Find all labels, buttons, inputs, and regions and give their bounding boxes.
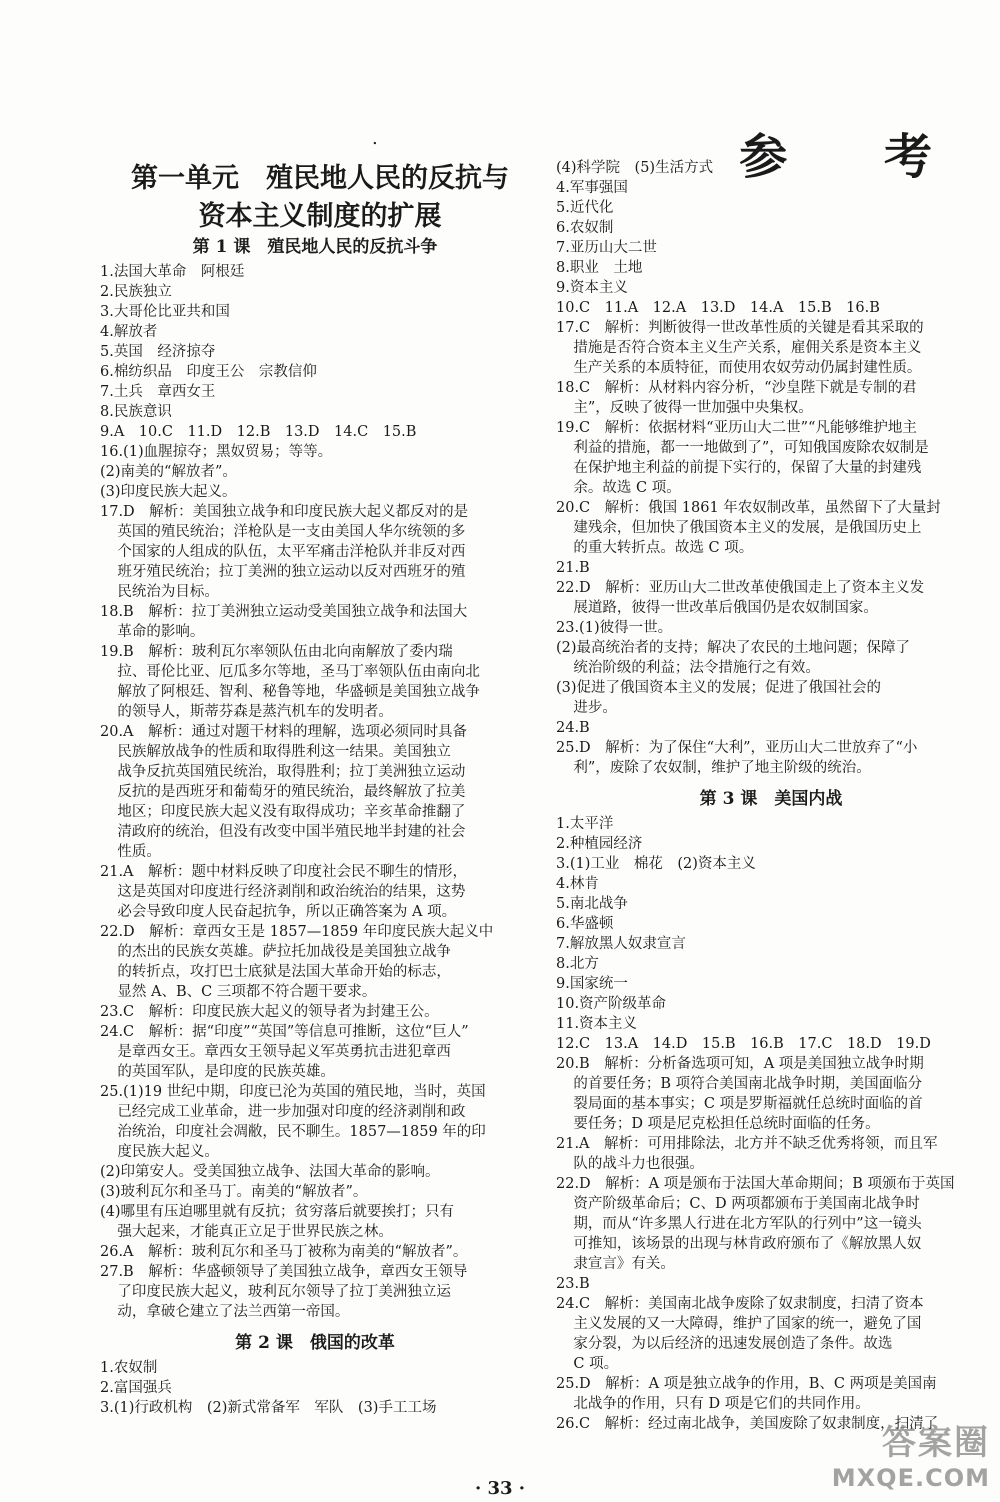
- answer-line: 可推知，该场景的出现与林肯政府颁布了《解放黑人奴: [573, 1236, 922, 1252]
- answer-line: 隶宣言》有关。: [573, 1256, 675, 1272]
- answer-line: 4.军事强国: [556, 180, 628, 196]
- answer-line: 24.B: [556, 720, 590, 736]
- lesson-3-title: 第 3 课 美国内战: [699, 789, 843, 809]
- answer-line: 反抗的是西班牙和葡萄牙的殖民统治，最终解放了拉美: [117, 784, 466, 800]
- lesson-2-title: 第 2 课 俄国的改革: [235, 1333, 395, 1353]
- answer-line: 20.B 解析：分析备选项可知，A 项是美国独立战争时期: [556, 1056, 924, 1072]
- unit-title-line-1: 第一单元 殖民地人民的反抗与: [131, 163, 509, 194]
- answer-line: 3.(1)行政机构 (2)新式常备军 军队 (3)手工工场: [100, 1400, 437, 1416]
- answer-line: 队的战斗力也很强。: [573, 1156, 704, 1172]
- answer-line: 进步。: [573, 700, 617, 716]
- answer-line: 23.(1)彼得一世。: [556, 620, 673, 636]
- answer-line: 生产关系的本质特征，而使用农奴劳动仍属封建性质。: [573, 360, 922, 376]
- answer-line: 25.D 解析：为了保住“大利”，亚历山大二世放弃了“小: [556, 740, 918, 756]
- answer-line: 5.近代化: [556, 200, 614, 216]
- lesson-1-answers: [100, 262, 530, 1322]
- answer-line: 强大起来，才能真正立足于世界民族之林。: [117, 1224, 393, 1240]
- unit-title-line-2: 资本主义制度的扩展: [198, 201, 442, 232]
- right-flow: [556, 158, 986, 1434]
- answer-line: 12.C 13.A 14.D 15.B 16.B 17.C 18.D 19.D: [556, 1036, 931, 1052]
- answer-line: 主义发展的又一大障碍，维护了国家的统一，避免了国: [573, 1316, 922, 1332]
- answer-line: 的首要任务；B 项符合美国南北战争时期，美国面临分: [573, 1076, 923, 1092]
- answer-line: (2)印第安人。受美国独立战争、法国大革命的影响。: [100, 1164, 440, 1180]
- answer-line: 地区；印度民族大起义没有取得成功；辛亥革命推翻了: [117, 804, 466, 820]
- answer-line: 10.资产阶级革命: [556, 996, 667, 1012]
- answer-line: 22.D 解析：A 项是颁布于法国大革命期间；B 项颁布于英国: [556, 1176, 955, 1192]
- answer-line: 9.国家统一: [556, 976, 628, 992]
- answer-line: 北战争的作用，只有 D 项是它们的共同作用。: [573, 1396, 870, 1412]
- answer-line: 这是英国对印度进行经济剥削和政治统治的结果，这势: [117, 884, 466, 900]
- answer-line: 11.资本主义: [556, 1016, 638, 1032]
- unit-title: [100, 160, 540, 236]
- answer-line: 20.A 解析：通过对题干材料的理解，选项必须同时具备: [100, 724, 468, 740]
- answer-line: 6.棉纺织品 印度王公 宗教信仰: [100, 364, 317, 380]
- answer-line: 18.B 解析：拉丁美洲独立运动受美国独立战争和法国大: [100, 604, 468, 620]
- answer-line: 主”，反映了彼得一世加强中央集权。: [573, 400, 813, 416]
- answer-line: 24.C 解析：美国南北战争废除了奴隶制度，扫清了资本: [556, 1296, 924, 1312]
- answer-line: 家分裂，为以后经济的迅速发展创造了条件。故选: [573, 1336, 893, 1352]
- answer-line: 9.资本主义: [556, 280, 628, 296]
- answer-line: 革命的影响。: [117, 624, 205, 640]
- answer-line: 统治阶级的利益；法令措施行之有效。: [573, 660, 820, 676]
- answer-line: 英国的殖民统治；洋枪队是一支由美国人华尔统领的多: [117, 524, 466, 540]
- lesson-3-answers: [556, 814, 986, 1434]
- answer-line: (2)南美的“解放者”。: [100, 464, 237, 480]
- answer-line: 8.北方: [556, 956, 599, 972]
- answer-line: 战争反抗英国殖民统治，取得胜利；拉丁美洲独立运动: [117, 764, 466, 780]
- answer-line: 25.(1)19 世纪中期，印度已沦为英国的殖民地，当时，英国: [100, 1084, 486, 1100]
- answer-line: 2.民族独立: [100, 284, 172, 300]
- answer-line: 建残余，但加快了俄国资本主义的发展，是俄国历史上: [573, 520, 922, 536]
- answer-line: 7.亚历山大二世: [556, 240, 657, 256]
- answer-line: 措施是否符合资本主义生产关系，雇佣关系是资本主义: [573, 340, 922, 356]
- answer-line: (4)科学院 (5)生活方式: [556, 160, 714, 176]
- answer-line: 1.法国大革命 阿根廷: [100, 264, 245, 280]
- answer-line: 20.C 解析：俄国 1861 年农奴制改革，虽然留下了大量封: [556, 500, 941, 516]
- answer-line: 21.A 解析：题中材料反映了印度社会民不聊生的情形，: [100, 864, 468, 880]
- answer-line: 4.林肯: [556, 876, 599, 892]
- lesson-2-answers-right: [556, 158, 986, 778]
- answer-line: 18.C 解析：从材料内容分析，“沙皇陛下就是专制的君: [556, 380, 917, 396]
- answer-line: (4)哪里有压迫哪里就有反抗；贫穷落后就要挨打；只有: [100, 1204, 455, 1220]
- answer-line: (3)促进了俄国资本主义的发展；促进了俄国社会的: [556, 680, 882, 696]
- answer-line: 度民族大起义。: [117, 1144, 219, 1160]
- answer-line: 性质。: [117, 844, 161, 860]
- answer-line: 26.C 解析：经过南北战争，美国废除了奴隶制度，扫清了: [556, 1416, 939, 1432]
- answer-line: 19.B 解析：玻利瓦尔率领队伍由北向南解放了委内瑞: [100, 644, 453, 660]
- answer-line: (3)印度民族大起义。: [100, 484, 237, 500]
- answer-line: 已经完成工业革命，进一步加强对印度的经济剥削和政: [117, 1104, 466, 1120]
- answer-line: 3.(1)工业 棉花 (2)资本主义: [556, 856, 756, 872]
- answer-line: 个国家的人组成的队伍，太平军痛击洋枪队并非反对西: [117, 544, 466, 560]
- answer-line: 要任务；D 项是尼克松担任总统时面临的任务。: [573, 1116, 880, 1132]
- answer-line: 22.D 解析：亚历山大二世改革使俄国走上了资本主义发: [556, 580, 925, 596]
- answer-line: 8.民族意识: [100, 404, 172, 420]
- lesson-1-title: 第 1 课 殖民地人民的反抗斗争: [192, 237, 438, 257]
- answer-line: 6.华盛顿: [556, 916, 614, 932]
- answer-line: 6.农奴制: [556, 220, 614, 236]
- answer-line: 2.种植园经济: [556, 836, 643, 852]
- answer-line: 利益的措施，都一一地做到了”，可知俄国废除农奴制是: [573, 440, 929, 456]
- answer-line: 17.D 解析：美国独立战争和印度民族大起义都反对的是: [100, 504, 469, 520]
- page-header-title: 参 考: [739, 129, 972, 185]
- answer-line: 22.D 解析：章西女王是 1857—1859 年印度民族大起义中: [100, 924, 494, 940]
- answer-line: 解放了阿根廷、智利、秘鲁等地，华盛顿是美国独立战争: [117, 684, 480, 700]
- answer-line: 治统治，印度社会凋敝，民不聊生。1857—1859 年的印: [117, 1124, 486, 1140]
- answer-line: 27.B 解析：华盛顿领导了美国独立战争，章西女王领导: [100, 1264, 468, 1280]
- page-number: · 33 ·: [474, 1478, 526, 1499]
- watermark-logo: [832, 1415, 990, 1492]
- answer-line: 7.解放黑人奴隶宣言: [556, 936, 686, 952]
- answer-line: 26.A 解析：玻利瓦尔和圣马丁被称为南美的“解放者”。: [100, 1244, 468, 1260]
- answer-line: 班牙殖民统治；拉丁美洲的独立运动以反对西班牙的殖: [117, 564, 466, 580]
- answer-line: 17.C 解析：判断彼得一世改革性质的关键是看其采取的: [556, 320, 924, 336]
- answer-line: 余。故选 C 项。: [573, 480, 681, 496]
- answer-line: 动，拿破仑建立了法兰西第一帝国。: [117, 1304, 350, 1320]
- answer-line: 利”，废除了农奴制，维护了地主阶级的统治。: [573, 760, 871, 776]
- answer-line: 资产阶级革命后；C、D 两项都颁布于美国南北战争时: [573, 1196, 920, 1212]
- answer-line: 1.太平洋: [556, 816, 614, 832]
- answer-line: 拉、哥伦比亚、厄瓜多尔等地，圣马丁率领队伍由南向北: [117, 664, 480, 680]
- answer-line: 8.职业 土地: [556, 260, 643, 276]
- answer-line: 的转折点，攻打巴士底狱是法国大革命开始的标志，: [117, 964, 451, 980]
- answer-line: 是章西女王。章西女王领导起义军英勇抗击进犯章西: [117, 1044, 451, 1060]
- answer-line: 3.大哥伦比亚共和国: [100, 304, 230, 320]
- answer-line: 16.(1)血腥掠夺；黑奴贸易；等等。: [100, 444, 333, 460]
- answer-line: 19.C 解析：依据材料“亚历山大二世”“凡能够维护地主: [556, 420, 917, 436]
- answer-line: 5.英国 经济掠夺: [100, 344, 216, 360]
- answer-line: 7.土兵 章西女王: [100, 384, 216, 400]
- answer-line: 21.A 解析：可用排除法，北方并不缺乏优秀将领，而且军: [556, 1136, 938, 1152]
- header-dot: .: [372, 128, 378, 149]
- answer-line: 必会导致印度人民奋起抗争，所以正确答案为 A 项。: [117, 904, 457, 920]
- answer-line: 23.B: [556, 1276, 590, 1292]
- left-flow: [100, 232, 530, 1418]
- answer-line: 5.南北战争: [556, 896, 628, 912]
- answer-line: 的杰出的民族女英雄。萨拉托加战役是美国独立战争: [117, 944, 451, 960]
- watermark-bottom: MXQE.COM: [831, 1464, 990, 1492]
- answer-line: 9.A 10.C 11.D 12.B 13.D 14.C 15.B: [100, 424, 417, 440]
- answer-line: 裂局面的基本事实；C 项是罗斯福就任总统时面临的首: [573, 1096, 923, 1112]
- answer-line: 了印度民族大起义，玻利瓦尔领导了拉丁美洲独立运: [117, 1284, 451, 1300]
- answer-line: C 项。: [573, 1356, 619, 1372]
- answer-line: 期，而从“许多黑人行进在北方军队的行列中”这一镜头: [573, 1216, 922, 1232]
- answer-line: 展道路，彼得一世改革后俄国仍是农奴制国家。: [573, 600, 878, 616]
- answer-line: 10.C 11.A 12.A 13.D 14.A 15.B 16.B: [556, 300, 880, 316]
- answer-line: 21.B: [556, 560, 590, 576]
- answer-line: 的英国军队，是印度的民族英雄。: [117, 1064, 335, 1080]
- answer-line: 显然 A、B、C 三项都不符合题干要求。: [117, 984, 377, 1000]
- answer-line: 民族解放战争的性质和取得胜利这一结果。美国独立: [117, 744, 451, 760]
- answer-line: 24.C 解析：据“印度”“英国”等信息可推断，这位“巨人”: [100, 1024, 469, 1040]
- answer-line: 23.C 解析：印度民族大起义的领导者为封建王公。: [100, 1004, 439, 1020]
- answer-line: 的重大转折点。故选 C 项。: [573, 540, 754, 556]
- lesson-2-answers-left: [100, 1358, 530, 1418]
- answer-line: 1.农奴制: [100, 1360, 158, 1376]
- answer-line: 25.D 解析：A 项是独立战争的作用，B、C 两项是美国南: [556, 1376, 937, 1392]
- answer-line: 在保护地主利益的前提下实行的，保留了大量的封建残: [573, 460, 922, 476]
- watermark-top: 答案圈: [882, 1423, 990, 1463]
- answer-line: 民统治为目标。: [117, 584, 219, 600]
- answer-line: 4.解放者: [100, 324, 158, 340]
- answer-line: (3)玻利瓦尔和圣马丁。南美的“解放者”。: [100, 1184, 368, 1200]
- answer-line: (2)最高统治者的支持；解决了农民的土地问题；保障了: [556, 640, 911, 656]
- answer-line: 的领导人，斯蒂芬森是蒸汽机车的发明者。: [117, 704, 393, 720]
- answer-line: 清政府的统治，但没有改变中国半殖民地半封建的社会: [117, 824, 466, 840]
- answer-line: 2.富国强兵: [100, 1380, 172, 1396]
